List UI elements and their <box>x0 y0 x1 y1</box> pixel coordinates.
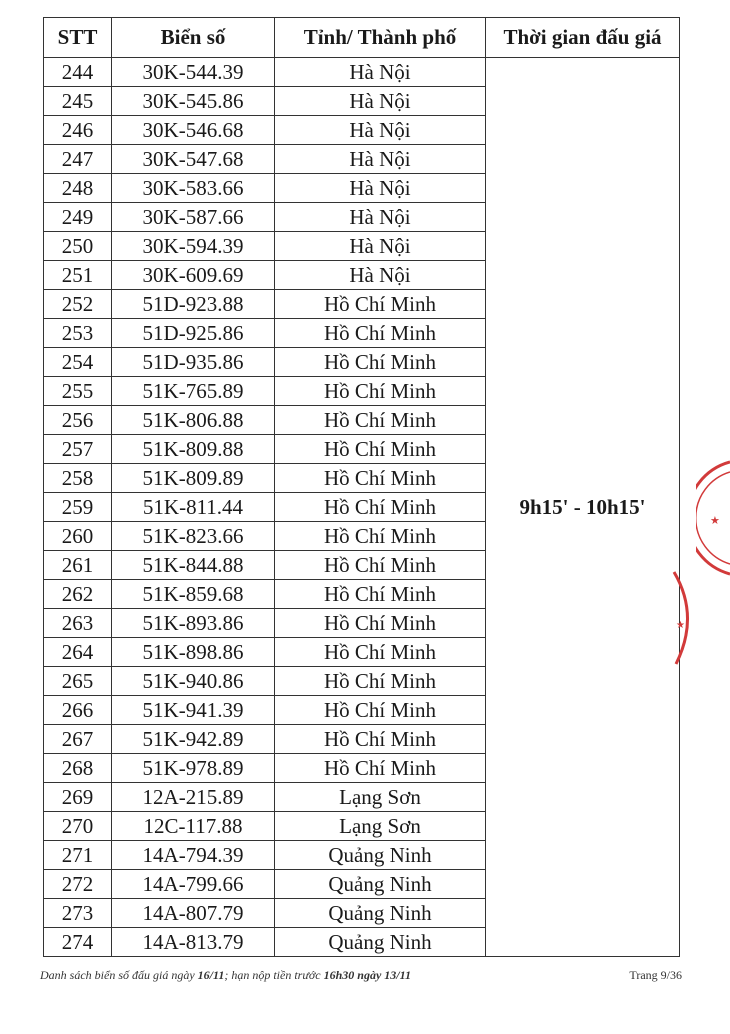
cell-plate: 51K-809.89 <box>112 464 275 493</box>
cell-city: Quảng Ninh <box>275 841 486 870</box>
cell-city: Hồ Chí Minh <box>275 754 486 783</box>
cell-city: Lạng Sơn <box>275 783 486 812</box>
cell-stt: 249 <box>44 203 112 232</box>
cell-city: Hồ Chí Minh <box>275 464 486 493</box>
cell-plate: 30K-609.69 <box>112 261 275 290</box>
cell-plate: 51K-942.89 <box>112 725 275 754</box>
cell-plate: 51D-935.86 <box>112 348 275 377</box>
cell-stt: 263 <box>44 609 112 638</box>
cell-plate: 12C-117.88 <box>112 812 275 841</box>
cell-city: Quảng Ninh <box>275 928 486 957</box>
cell-city: Hồ Chí Minh <box>275 609 486 638</box>
cell-stt: 267 <box>44 725 112 754</box>
cell-stt: 250 <box>44 232 112 261</box>
cell-plate: 30K-587.66 <box>112 203 275 232</box>
cell-city: Hồ Chí Minh <box>275 551 486 580</box>
cell-city: Hồ Chí Minh <box>275 435 486 464</box>
footer-deadline: 16h30 ngày 13/11 <box>323 968 411 982</box>
cell-stt: 252 <box>44 290 112 319</box>
cell-stt: 254 <box>44 348 112 377</box>
red-seal-stamp-top <box>696 458 730 578</box>
table-header-row <box>44 18 680 58</box>
cell-plate: 14A-794.39 <box>112 841 275 870</box>
cell-stt: 247 <box>44 145 112 174</box>
cell-plate: 51K-859.68 <box>112 580 275 609</box>
cell-plate: 51D-923.88 <box>112 290 275 319</box>
cell-stt: 245 <box>44 87 112 116</box>
cell-plate: 14A-799.66 <box>112 870 275 899</box>
cell-plate: 14A-813.79 <box>112 928 275 957</box>
cell-plate: 30K-546.68 <box>112 116 275 145</box>
seal-partial-ring <box>674 572 688 664</box>
cell-plate: 51K-941.39 <box>112 696 275 725</box>
cell-stt: 266 <box>44 696 112 725</box>
cell-city: Quảng Ninh <box>275 899 486 928</box>
page-number: Trang 9/36 <box>629 968 682 982</box>
cell-plate: 51K-978.89 <box>112 754 275 783</box>
cell-stt: 274 <box>44 928 112 957</box>
cell-city: Hà Nội <box>275 58 486 87</box>
cell-plate: 51D-925.86 <box>112 319 275 348</box>
cell-city: Hồ Chí Minh <box>275 493 486 522</box>
plates-table <box>43 17 680 957</box>
cell-city: Hà Nội <box>275 87 486 116</box>
cell-city: Hồ Chí Minh <box>275 377 486 406</box>
cell-city: Hà Nội <box>275 145 486 174</box>
cell-city: Hồ Chí Minh <box>275 638 486 667</box>
cell-city: Hồ Chí Minh <box>275 319 486 348</box>
footer-auction-date: 16/11 <box>197 968 225 982</box>
cell-plate: 51K-823.66 <box>112 522 275 551</box>
cell-plate: 30K-594.39 <box>112 232 275 261</box>
header-plate: Biển số <box>112 18 275 58</box>
cell-city: Hà Nội <box>275 116 486 145</box>
cell-city: Lạng Sơn <box>275 812 486 841</box>
footer-note-mid: ; hạn nộp tiền trước <box>224 968 321 982</box>
cell-stt: 270 <box>44 812 112 841</box>
cell-auction-time: 9h15' - 10h15' <box>486 58 680 957</box>
seal-star-icon-2: ★ <box>676 620 685 631</box>
cell-stt: 251 <box>44 261 112 290</box>
cell-plate: 30K-547.68 <box>112 145 275 174</box>
cell-plate: 51K-765.89 <box>112 377 275 406</box>
cell-plate: 51K-898.86 <box>112 638 275 667</box>
cell-plate: 51K-811.44 <box>112 493 275 522</box>
cell-plate: 51K-844.88 <box>112 551 275 580</box>
cell-stt: 248 <box>44 174 112 203</box>
header-auction-time: Thời gian đấu giá <box>486 18 680 58</box>
cell-stt: 256 <box>44 406 112 435</box>
table-row <box>44 58 680 87</box>
cell-stt: 255 <box>44 377 112 406</box>
cell-stt: 264 <box>44 638 112 667</box>
cell-city: Hà Nội <box>275 203 486 232</box>
cell-stt: 265 <box>44 667 112 696</box>
footer-note-prefix: Danh sách biển số đấu giá ngày <box>40 968 195 982</box>
table-body <box>44 58 680 957</box>
cell-stt: 259 <box>44 493 112 522</box>
cell-plate: 51K-940.86 <box>112 667 275 696</box>
footer-note <box>40 968 411 983</box>
cell-stt: 271 <box>44 841 112 870</box>
cell-plate: 30K-545.86 <box>112 87 275 116</box>
cell-city: Hồ Chí Minh <box>275 406 486 435</box>
seal-star-icon: ★ <box>710 514 720 527</box>
cell-city: Quảng Ninh <box>275 870 486 899</box>
cell-stt: 246 <box>44 116 112 145</box>
cell-plate: 12A-215.89 <box>112 783 275 812</box>
cell-plate: 30K-583.66 <box>112 174 275 203</box>
cell-stt: 272 <box>44 870 112 899</box>
cell-city: Hà Nội <box>275 232 486 261</box>
cell-stt: 269 <box>44 783 112 812</box>
cell-plate: 14A-807.79 <box>112 899 275 928</box>
red-seal-stamp-bottom <box>672 570 698 666</box>
cell-stt: 257 <box>44 435 112 464</box>
cell-city: Hà Nội <box>275 261 486 290</box>
cell-city: Hồ Chí Minh <box>275 290 486 319</box>
header-city: Tỉnh/ Thành phố <box>275 18 486 58</box>
cell-stt: 262 <box>44 580 112 609</box>
cell-stt: 253 <box>44 319 112 348</box>
cell-city: Hà Nội <box>275 174 486 203</box>
cell-plate: 51K-806.88 <box>112 406 275 435</box>
cell-plate: 51K-809.88 <box>112 435 275 464</box>
header-stt: STT <box>44 18 112 58</box>
cell-plate: 30K-544.39 <box>112 58 275 87</box>
cell-city: Hồ Chí Minh <box>275 667 486 696</box>
cell-stt: 244 <box>44 58 112 87</box>
cell-city: Hồ Chí Minh <box>275 696 486 725</box>
cell-plate: 51K-893.86 <box>112 609 275 638</box>
cell-city: Hồ Chí Minh <box>275 522 486 551</box>
cell-stt: 261 <box>44 551 112 580</box>
cell-city: Hồ Chí Minh <box>275 348 486 377</box>
cell-city: Hồ Chí Minh <box>275 725 486 754</box>
cell-stt: 260 <box>44 522 112 551</box>
cell-city: Hồ Chí Minh <box>275 580 486 609</box>
cell-stt: 273 <box>44 899 112 928</box>
cell-stt: 268 <box>44 754 112 783</box>
cell-stt: 258 <box>44 464 112 493</box>
